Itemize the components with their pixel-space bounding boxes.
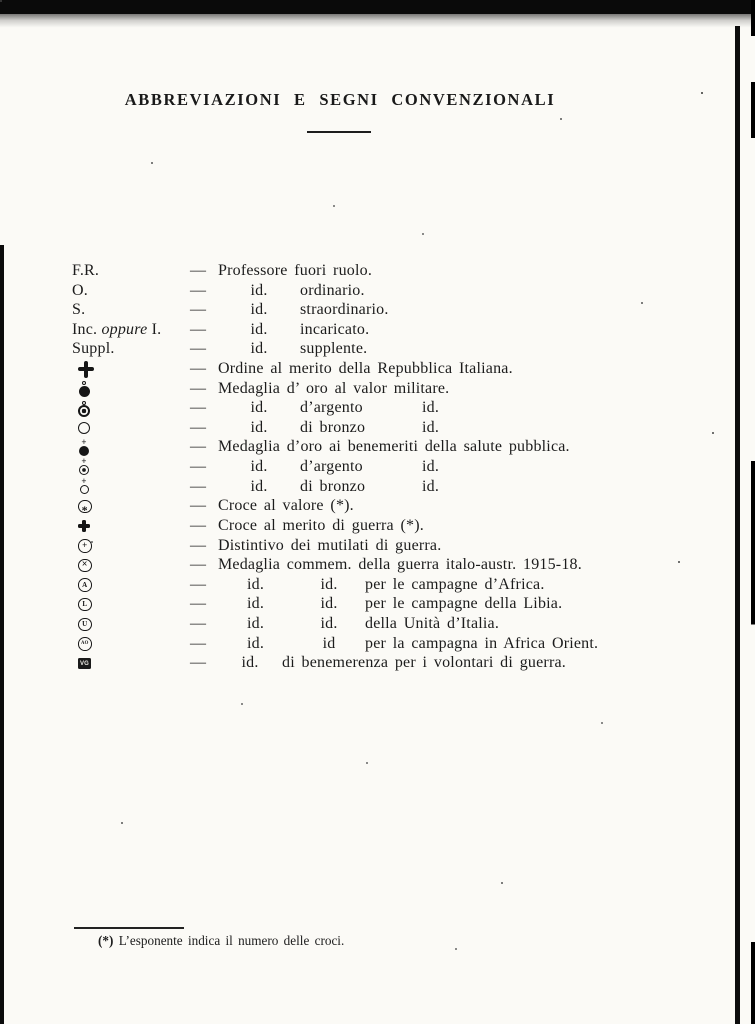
entry-text: della Unità d’Italia. xyxy=(365,614,500,632)
entry-content xyxy=(218,594,562,614)
entry-content xyxy=(218,418,439,438)
entry-content xyxy=(218,555,582,575)
scan-edge-right-border xyxy=(751,0,755,1024)
bronze-health-medal-icon xyxy=(78,479,90,495)
entry-id-col1: id. xyxy=(250,340,268,358)
entry-content xyxy=(218,653,566,673)
dash: — xyxy=(190,281,207,299)
silver-medal-icon xyxy=(78,401,91,417)
dash: — xyxy=(190,262,207,279)
entry-text: Medaglia commem. della guerra italo-austr. 1915-18. xyxy=(218,556,582,574)
entry-content xyxy=(218,320,369,340)
dash: — xyxy=(190,575,207,593)
entry-id-col1: id. xyxy=(250,458,268,476)
entry-text: per la campagna in Africa Orient. xyxy=(365,634,599,652)
dash: — xyxy=(190,497,207,515)
list-item xyxy=(72,555,692,575)
symbol-cell xyxy=(72,379,190,399)
entry-content xyxy=(218,516,424,536)
war-merit-cross-icon xyxy=(78,520,90,532)
libia-campaign-icon: L xyxy=(78,598,92,612)
list-item xyxy=(72,594,692,614)
entry-text: per le campagne d’Africa. xyxy=(365,575,545,593)
page-title: ABBREVIAZIONI E SEGNI CONVENZIONALI xyxy=(124,90,556,109)
entry-content xyxy=(218,575,545,595)
entry-id-col1: id. xyxy=(246,595,265,613)
entry-content xyxy=(218,496,354,516)
symbol-cell xyxy=(72,653,190,673)
bronze-medal-icon xyxy=(78,421,91,435)
symbol-cell xyxy=(72,614,190,634)
list-item xyxy=(72,437,692,457)
entry-content xyxy=(218,379,449,399)
symbol-cell xyxy=(72,496,190,516)
list-item xyxy=(72,261,692,281)
scan-edge-top-fade xyxy=(0,14,755,30)
entry-text: Distintivo dei mutilati di guerra. xyxy=(218,536,442,554)
entry-id-col2: d’argento xyxy=(300,458,363,476)
title-divider xyxy=(307,131,371,133)
entry-text: id. xyxy=(422,418,440,436)
entry-content xyxy=(218,359,513,379)
dash: — xyxy=(190,438,207,456)
africa-campaign-icon: A xyxy=(78,578,92,592)
dash: — xyxy=(190,614,207,632)
entry-id-col2: id xyxy=(322,634,336,652)
dash: — xyxy=(190,654,207,672)
entry-text: id. xyxy=(422,399,440,417)
footnote-marker: (*) xyxy=(98,933,114,948)
symbol-cell xyxy=(72,555,190,575)
dash: — xyxy=(190,360,207,378)
list-item xyxy=(72,477,692,497)
abbrev-label: F.R. xyxy=(72,262,100,279)
entry-content xyxy=(218,300,389,320)
symbol-cell xyxy=(72,418,190,438)
entry-id-col1: id. xyxy=(250,281,268,299)
scan-edge-right-line xyxy=(735,26,740,1024)
symbol-cell xyxy=(72,634,190,654)
list-item xyxy=(72,418,692,438)
entry-text: Medaglia d’oro ai benemeriti della salute pubblica. xyxy=(218,438,570,456)
entry-content xyxy=(218,634,598,654)
symbol-cell xyxy=(72,575,190,595)
dash: — xyxy=(190,379,207,397)
abbrev-label: S. xyxy=(72,301,86,319)
entry-text: id. xyxy=(422,458,440,476)
abbrev-label: Suppl. xyxy=(72,340,115,358)
entry-content xyxy=(218,437,570,457)
abbrev-label: Inc. oppure I. xyxy=(72,320,162,338)
scan-edge-top xyxy=(0,0,755,14)
symbol-cell xyxy=(72,359,190,379)
entry-id-col1: id. xyxy=(246,634,265,652)
silver-health-medal-icon xyxy=(78,459,90,475)
dash: — xyxy=(190,458,207,476)
volontari-guerra-icon: VG xyxy=(78,658,91,669)
entry-id-col1: id. xyxy=(250,477,268,495)
entry-text: Ordine al merito della Repubblica Italiana. xyxy=(218,360,513,378)
list-item xyxy=(72,398,692,418)
valor-cross-icon: * xyxy=(78,500,92,514)
list-item xyxy=(72,516,692,536)
dash: — xyxy=(190,536,207,554)
list-item xyxy=(72,281,692,301)
list-item xyxy=(72,496,692,516)
dash: — xyxy=(190,556,207,574)
symbol-cell xyxy=(72,594,190,614)
symbol-cell xyxy=(72,457,190,477)
dash: — xyxy=(190,418,207,436)
scan-edge-left-line xyxy=(0,245,4,1024)
mutilati-badge-icon: + xyxy=(78,539,92,553)
symbol-cell xyxy=(72,398,190,418)
list-item xyxy=(72,653,692,673)
list-item xyxy=(72,379,692,399)
list-item xyxy=(72,339,692,359)
footnote-text: L’esponente indica il numero delle croci. xyxy=(118,933,345,948)
entry-text: per le campagne della Libia. xyxy=(365,595,563,613)
africa-orient-campaign-icon: AO xyxy=(78,637,92,651)
dash: — xyxy=(190,340,207,358)
list-item xyxy=(72,457,692,477)
entry-text: Medaglia d’ oro al valor militare. xyxy=(218,379,450,397)
entry-id-col1: id. xyxy=(250,301,268,319)
entry-id-col1: id. xyxy=(246,614,265,632)
entry-text: straordinario. xyxy=(300,301,389,319)
symbol-cell xyxy=(72,477,190,497)
entry-content xyxy=(218,477,439,497)
list-item xyxy=(72,359,692,379)
dash: — xyxy=(190,595,207,613)
entry-content xyxy=(218,536,441,556)
dash: — xyxy=(190,634,207,652)
list-item xyxy=(72,614,692,634)
list-item xyxy=(72,536,692,556)
entry-text: Professore fuori ruolo. xyxy=(218,262,373,279)
symbol-cell xyxy=(72,536,190,556)
scan-noise-speckles xyxy=(0,0,2,2)
entry-content xyxy=(218,339,367,359)
entry-id-col2: di bronzo xyxy=(300,418,366,436)
order-merit-cross-icon xyxy=(78,361,94,378)
commem-medal-icon: × xyxy=(78,559,92,573)
entry-content xyxy=(218,457,439,477)
abbrev-label: O. xyxy=(72,281,88,299)
entry-id-col1: id. xyxy=(250,399,268,417)
dash: — xyxy=(190,477,207,495)
entry-text: di benemerenza per i volontari di guerra. xyxy=(282,654,566,672)
entry-text: Croce al merito di guerra (*). xyxy=(218,516,424,534)
dash: — xyxy=(190,516,207,534)
entry-text: ordinario. xyxy=(300,281,365,299)
list-item xyxy=(72,634,692,654)
entry-id-col1: id. xyxy=(250,320,268,338)
entry-content xyxy=(218,281,365,301)
entry-text: id. xyxy=(422,477,440,495)
entry-id-col1: id. xyxy=(250,418,268,436)
entry-id-col1: id. xyxy=(246,575,265,593)
gold-health-medal-icon xyxy=(78,440,90,456)
dash: — xyxy=(190,399,207,417)
gold-medal-icon xyxy=(78,381,91,397)
list-item xyxy=(72,320,692,340)
dash: — xyxy=(190,301,207,319)
symbol-cell xyxy=(72,437,190,457)
list-item xyxy=(72,300,692,320)
abbreviation-list xyxy=(72,261,692,673)
entry-text: supplente. xyxy=(300,340,368,358)
symbol-cell xyxy=(72,516,190,536)
list-item xyxy=(72,575,692,595)
entry-content xyxy=(218,614,499,634)
unita-italia-icon: U xyxy=(78,618,92,632)
entry-content xyxy=(218,398,439,418)
entry-id-col2: id. xyxy=(320,614,338,632)
entry-id-col1: id. xyxy=(241,654,259,672)
entry-text: incaricato. xyxy=(300,320,370,338)
entry-id-col2: id. xyxy=(320,595,338,613)
entry-id-col2: d’argento xyxy=(300,399,363,417)
entry-id-col2: di bronzo xyxy=(300,477,366,495)
footnote xyxy=(98,933,344,949)
dash: — xyxy=(190,320,207,338)
entry-content xyxy=(218,261,372,281)
entry-text: Croce al valore (*). xyxy=(218,497,354,515)
entry-id-col2: id. xyxy=(320,575,338,593)
footnote-divider xyxy=(74,927,184,929)
